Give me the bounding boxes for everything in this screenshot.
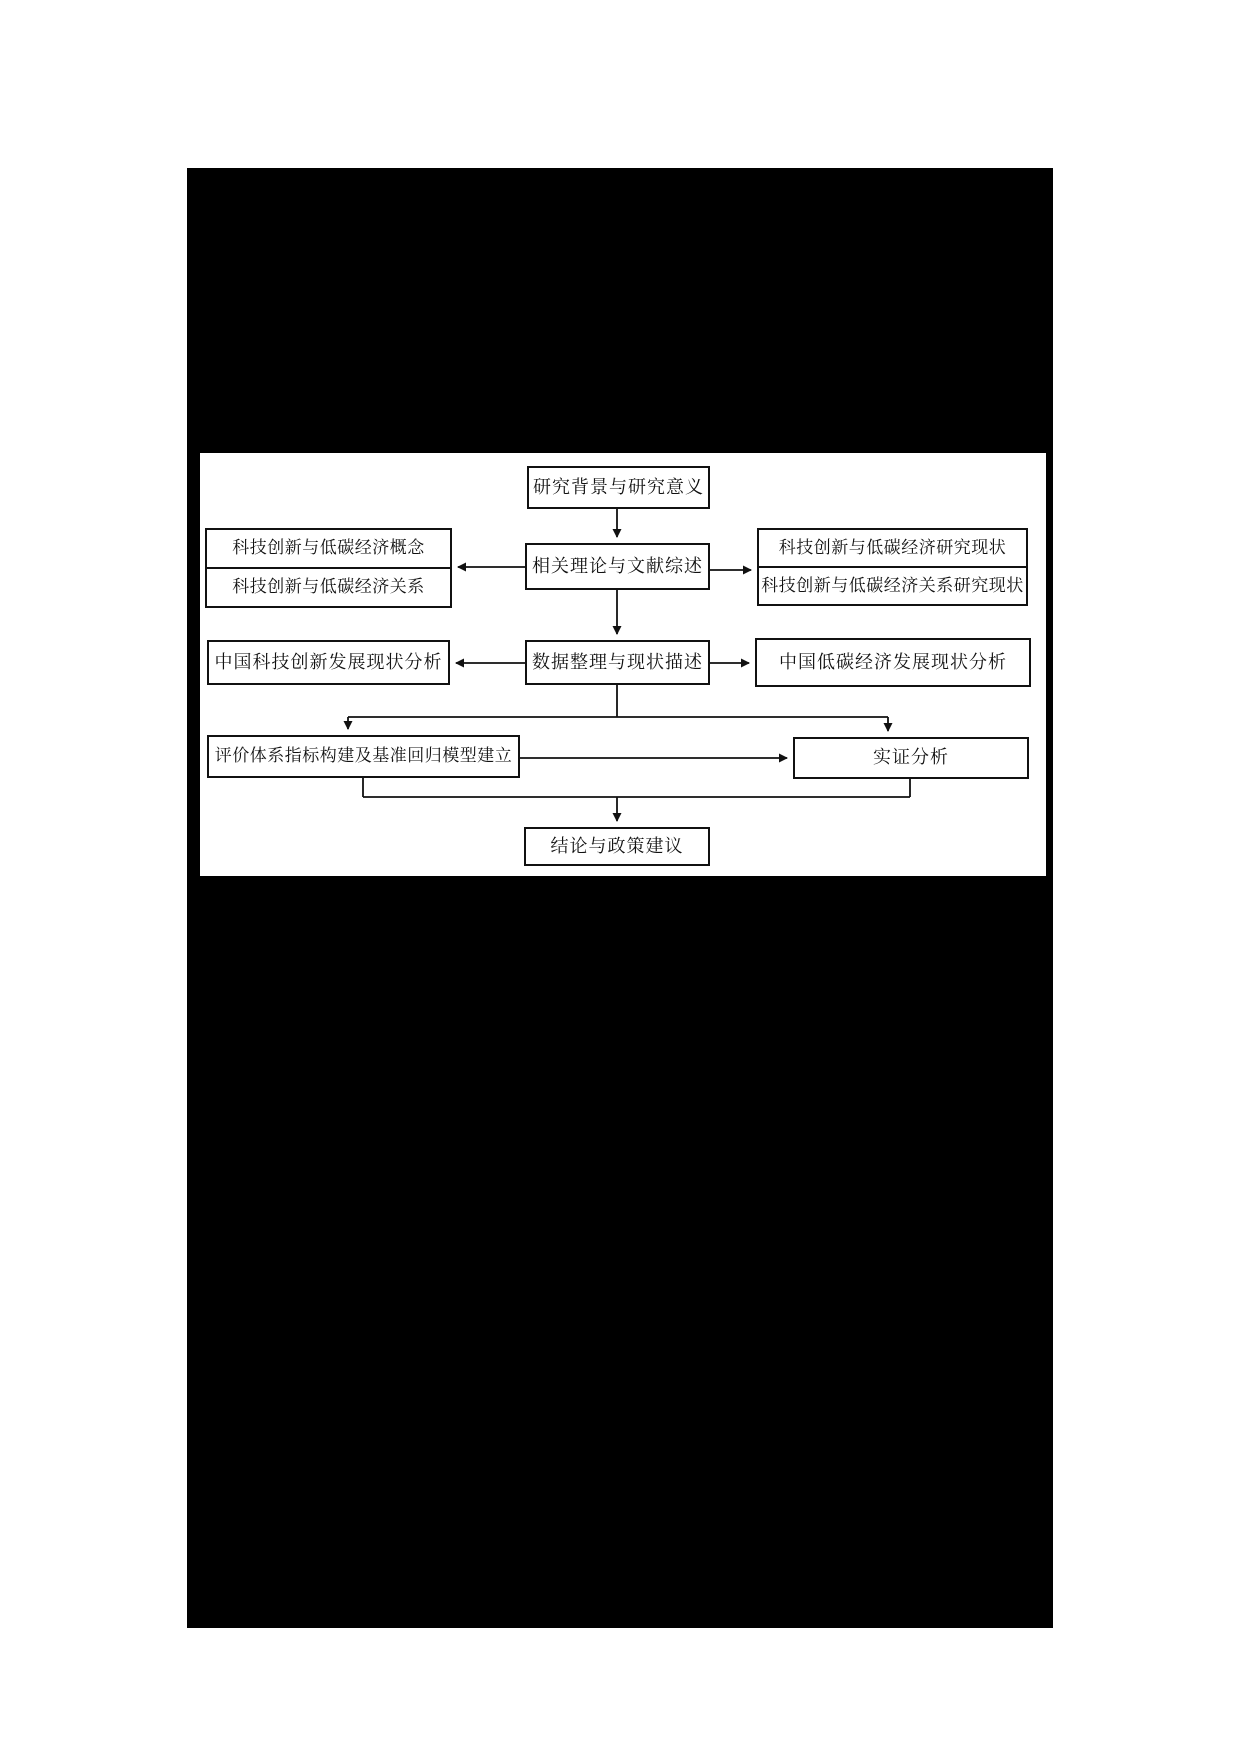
node-label: 结论与政策建议 — [550, 835, 684, 856]
node-row-relation-status — [759, 566, 1026, 604]
node-label: 中国低碳经济发展现状分析 — [779, 651, 1007, 672]
node-row-status — [759, 530, 1026, 566]
flowchart-panel — [200, 453, 1046, 876]
branch-data-to-row4 — [348, 685, 888, 717]
node-label: 实证分析 — [873, 747, 949, 768]
node-row-concept — [207, 530, 450, 567]
flowchart-node-china-lowcarbon-status — [755, 638, 1031, 687]
flowchart-node-empirical-analysis — [793, 737, 1029, 779]
node-row-relation — [207, 567, 450, 606]
node-label: 科技创新与低碳经济关系 — [232, 577, 425, 597]
node-label: 科技创新与低碳经济概念 — [232, 538, 425, 558]
merge-row4-lines — [363, 778, 910, 797]
node-label: 评价体系指标构建及基准回归模型建立 — [214, 746, 513, 766]
node-label: 数据整理与现状描述 — [532, 651, 703, 672]
flowchart-node-index-model — [207, 735, 520, 778]
flowchart-node-concepts-group — [205, 528, 452, 608]
flowchart-node-china-tech-innovation-status — [207, 640, 450, 685]
flowchart-node-conclusion-policy — [524, 827, 710, 866]
flowchart-node-research-background — [527, 466, 710, 509]
node-label: 科技创新与低碳经济关系研究现状 — [761, 575, 1024, 595]
node-label: 相关理论与文献综述 — [532, 555, 703, 576]
scanned-image-block — [187, 168, 1053, 1628]
node-label: 科技创新与低碳经济研究现状 — [778, 537, 1007, 557]
node-label: 研究背景与研究意义 — [533, 476, 704, 497]
flowchart-node-data-description — [525, 640, 710, 685]
flowchart-node-theory-literature — [525, 543, 710, 590]
node-label: 中国科技创新发展现状分析 — [214, 651, 443, 672]
flowchart-node-research-status-group — [757, 528, 1028, 606]
